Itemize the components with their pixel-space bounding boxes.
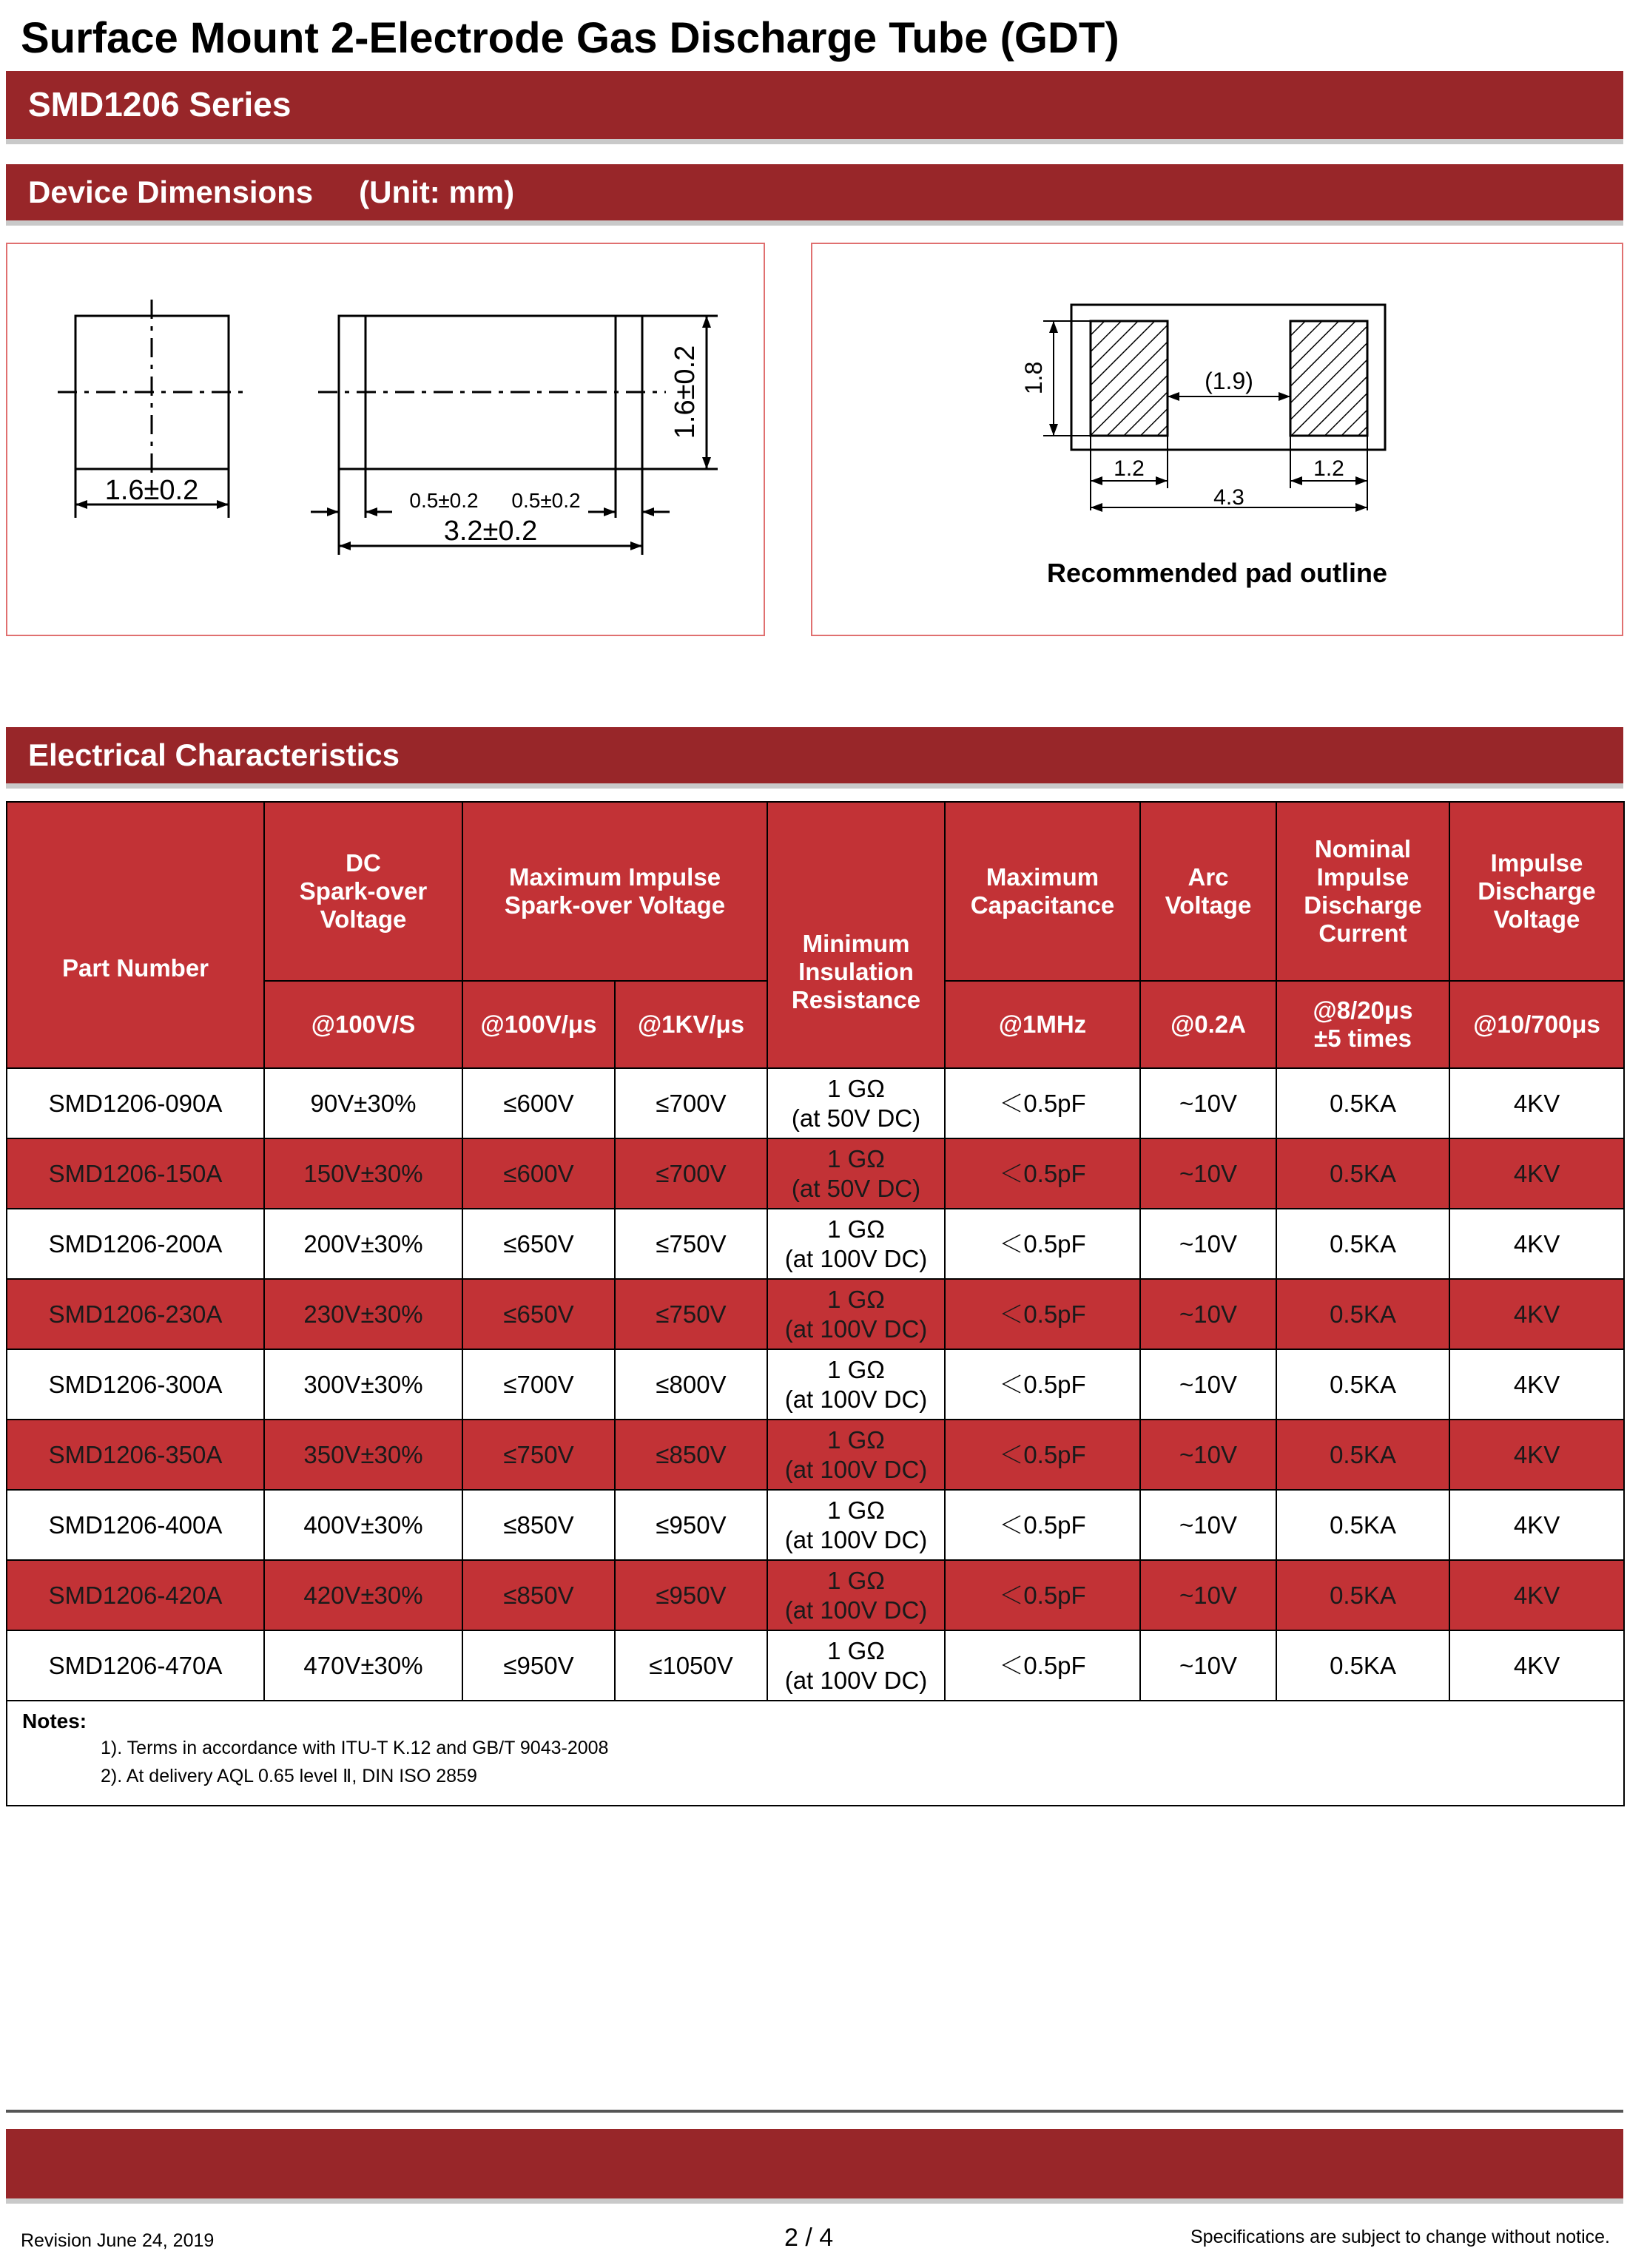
cell-nominal-current: 0.5KA: [1276, 1279, 1449, 1349]
cell-impulse-discharge: 4KV: [1449, 1279, 1624, 1349]
cell-part-number: SMD1206-090A: [7, 1068, 264, 1138]
cell-text-line: 1 GΩ: [827, 1355, 885, 1383]
cell-impulse-discharge: 4KV: [1449, 1209, 1624, 1279]
cell-impulse-100v: ≤700V: [462, 1349, 615, 1420]
cell-impulse-discharge: 4KV: [1449, 1560, 1624, 1630]
cell-dc-sparkover: 470V±30%: [264, 1630, 462, 1701]
cell-arc-voltage: ~10V: [1140, 1560, 1276, 1630]
cell-impulse-1kv: ≤750V: [615, 1279, 767, 1349]
subheader-impulse-100v: @100V/μs: [462, 981, 615, 1068]
table-row: [7, 1420, 1624, 1490]
cell-capacitance: ＜0.5pF: [945, 1560, 1140, 1630]
header-text-line: Arc: [1188, 863, 1229, 891]
cell-arc-voltage: ~10V: [1140, 1209, 1276, 1279]
header-text-line: Impulse: [1316, 863, 1409, 891]
header-text-line: Maximum Impulse: [508, 863, 721, 891]
header-text-line: Maximum: [986, 863, 1099, 891]
cell-part-number: SMD1206-350A: [7, 1420, 264, 1490]
cell-capacitance: ＜0.5pF: [945, 1420, 1140, 1490]
length-label: 3.2±0.2: [443, 516, 538, 547]
cell-impulse-100v: ≤650V: [462, 1209, 615, 1279]
cell-impulse-1kv: ≤700V: [615, 1068, 767, 1138]
cell-impulse-1kv: ≤750V: [615, 1209, 767, 1279]
pad-height-label: 1.8: [1020, 361, 1047, 395]
cell-nominal-current: 0.5KA: [1276, 1209, 1449, 1279]
cell-impulse-100v: ≤600V: [462, 1138, 615, 1209]
cell-impulse-discharge: 4KV: [1449, 1068, 1624, 1138]
cell-text-line: (at 100V DC): [784, 1666, 928, 1694]
subheader-arc: @0.2A: [1140, 981, 1276, 1068]
cell-impulse-discharge: 4KV: [1449, 1349, 1624, 1420]
subheader-impulse-1kv: @1KV/μs: [615, 981, 767, 1068]
table-body: [7, 1068, 1624, 1701]
cell-impulse-discharge: 4KV: [1449, 1420, 1624, 1490]
notes-title: Notes:: [22, 1710, 87, 1732]
cell-impulse-100v: ≤750V: [462, 1420, 615, 1490]
cell-capacitance: ＜0.5pF: [945, 1209, 1140, 1279]
subheader-dc: @100V/S: [264, 981, 462, 1068]
header-text-line: Insulation: [798, 958, 914, 985]
cell-arc-voltage: ~10V: [1140, 1420, 1276, 1490]
notes-block: [7, 1701, 1624, 1806]
header-text-line: Spark-over: [299, 877, 428, 905]
table-row: [7, 1209, 1624, 1279]
width-label: 1.6±0.2: [104, 475, 199, 506]
disclaimer: Specifications are subject to change without notice.: [1190, 2227, 1610, 2247]
cell-insulation: [767, 1420, 945, 1490]
cell-dc-sparkover: 420V±30%: [264, 1560, 462, 1630]
cell-impulse-1kv: ≤850V: [615, 1420, 767, 1490]
device-outline-svg: [7, 244, 767, 638]
revision-date: Revision June 24, 2019: [21, 2230, 215, 2251]
cell-text-line: (at 100V DC): [784, 1596, 928, 1624]
cell-arc-voltage: ~10V: [1140, 1349, 1276, 1420]
cell-text-line: (at 100V DC): [784, 1385, 928, 1413]
device-dimension-drawing: [6, 243, 765, 636]
header-text-line: Discharge: [1304, 891, 1422, 919]
cell-part-number: SMD1206-400A: [7, 1490, 264, 1560]
cell-impulse-100v: ≤650V: [462, 1279, 615, 1349]
table-row: [7, 1349, 1624, 1420]
cell-arc-voltage: ~10V: [1140, 1490, 1276, 1560]
cell-insulation: [767, 1490, 945, 1560]
cell-text-line: 1 GΩ: [827, 1074, 885, 1102]
cell-dc-sparkover: 200V±30%: [264, 1209, 462, 1279]
cell-part-number: SMD1206-150A: [7, 1138, 264, 1209]
cell-text-line: (at 50V DC): [791, 1174, 921, 1202]
cell-text-line: 1 GΩ: [827, 1144, 885, 1172]
cell-impulse-1kv: ≤800V: [615, 1349, 767, 1420]
cell-text-line: (at 50V DC): [791, 1104, 921, 1132]
cell-insulation: [767, 1068, 945, 1138]
pad-gap-label: (1.9): [1205, 368, 1253, 394]
header-text-line: Nominal: [1314, 835, 1412, 863]
header-arc-voltage: [1140, 802, 1276, 981]
series-banner: SMD1206 Series: [6, 71, 1623, 139]
header-part-number: Part Number: [7, 802, 264, 1068]
cell-insulation: [767, 1279, 945, 1349]
cell-impulse-discharge: 4KV: [1449, 1138, 1624, 1209]
pad-caption: Recommended pad outline: [1046, 558, 1388, 588]
dimensions-unit: (Unit: mm): [359, 175, 515, 209]
cell-insulation: [767, 1209, 945, 1279]
cell-text-line: (at 100V DC): [784, 1525, 928, 1553]
table-row: [7, 1068, 1624, 1138]
pad-total-label: 4.3: [1213, 485, 1244, 510]
cell-text-line: 1 GΩ: [827, 1566, 885, 1594]
cell-capacitance: ＜0.5pF: [945, 1630, 1140, 1701]
cell-text-line: 1 GΩ: [827, 1215, 885, 1243]
cell-nominal-current: 0.5KA: [1276, 1420, 1449, 1490]
cell-arc-voltage: ~10V: [1140, 1138, 1276, 1209]
cell-impulse-100v: ≤850V: [462, 1560, 615, 1630]
cell-nominal-current: 0.5KA: [1276, 1138, 1449, 1209]
cell-insulation: [767, 1349, 945, 1420]
note-item: 2). At delivery AQL 0.65 level Ⅱ, DIN ISO 2859: [101, 1766, 477, 1786]
page-number: 2 / 4: [784, 2224, 834, 2252]
cell-part-number: SMD1206-300A: [7, 1349, 264, 1420]
cell-nominal-current: 0.5KA: [1276, 1630, 1449, 1701]
cell-insulation: [767, 1560, 945, 1630]
pad-left-width-label: 1.2: [1114, 456, 1145, 481]
cell-capacitance: ＜0.5pF: [945, 1068, 1140, 1138]
cell-text-line: (at 100V DC): [784, 1244, 928, 1272]
subheader-nominal: [1276, 981, 1449, 1068]
cell-impulse-1kv: ≤950V: [615, 1560, 767, 1630]
pad-right-width-label: 1.2: [1313, 456, 1344, 481]
note-item: 1). Terms in accordance with ITU-T K.12 and GB/T 9043-2008: [101, 1738, 609, 1758]
header-nominal-impulse-current: [1276, 802, 1449, 981]
cell-impulse-1kv: ≤950V: [615, 1490, 767, 1560]
cell-dc-sparkover: 300V±30%: [264, 1349, 462, 1420]
cell-arc-voltage: ~10V: [1140, 1068, 1276, 1138]
header-text-line: Current: [1318, 919, 1407, 947]
cell-dc-sparkover: 400V±30%: [264, 1490, 462, 1560]
footer-banner: [6, 2129, 1623, 2198]
header-max-impulse-sparkover: [462, 802, 767, 981]
table-row: [7, 1630, 1624, 1701]
cap-left-label: 0.5±0.2: [409, 489, 479, 512]
dimensions-heading: Device Dimensions: [28, 175, 314, 209]
cell-capacitance: ＜0.5pF: [945, 1490, 1140, 1560]
header-text-line: Voltage: [1493, 905, 1580, 933]
table-row: [7, 1279, 1624, 1349]
cell-capacitance: ＜0.5pF: [945, 1349, 1140, 1420]
cell-arc-voltage: ~10V: [1140, 1279, 1276, 1349]
cell-capacitance: ＜0.5pF: [945, 1279, 1140, 1349]
cell-part-number: SMD1206-420A: [7, 1560, 264, 1630]
header-min-insulation-resistance: [767, 802, 945, 1068]
left-pad: [1091, 321, 1168, 436]
header-max-capacitance: [945, 802, 1140, 981]
document-title: Surface Mount 2-Electrode Gas Discharge Tube (GDT): [21, 14, 1119, 62]
cell-insulation: [767, 1138, 945, 1209]
electrical-characteristics-table: [6, 801, 1625, 1806]
cell-impulse-1kv: ≤1050V: [615, 1630, 767, 1701]
cell-impulse-discharge: 4KV: [1449, 1630, 1624, 1701]
cell-nominal-current: 0.5KA: [1276, 1560, 1449, 1630]
cell-dc-sparkover: 350V±30%: [264, 1420, 462, 1490]
pad-outline-drawing: [811, 243, 1623, 636]
subheader-capacitance: @1MHz: [945, 981, 1140, 1068]
cell-nominal-current: 0.5KA: [1276, 1068, 1449, 1138]
cap-right-label: 0.5±0.2: [511, 489, 581, 512]
cell-text-line: 1 GΩ: [827, 1425, 885, 1454]
header-text-line: Impulse: [1490, 849, 1583, 877]
cell-impulse-discharge: 4KV: [1449, 1490, 1624, 1560]
header-text-line: Voltage: [320, 905, 407, 933]
right-pad: [1290, 321, 1367, 436]
height-label: 1.6±0.2: [670, 345, 701, 439]
header-dc-sparkover: [264, 802, 462, 981]
cell-part-number: SMD1206-470A: [7, 1630, 264, 1701]
cell-capacitance: ＜0.5pF: [945, 1138, 1140, 1209]
header-text-line: Capacitance: [970, 891, 1115, 919]
cell-text-line: (at 100V DC): [784, 1314, 928, 1343]
cell-part-number: SMD1206-200A: [7, 1209, 264, 1279]
subheader-impulse-discharge: @10/700μs: [1449, 981, 1624, 1068]
table-row: [7, 1138, 1624, 1209]
cell-impulse-100v: ≤600V: [462, 1068, 615, 1138]
cell-text-line: (at 100V DC): [784, 1455, 928, 1483]
footer-divider: [6, 2110, 1623, 2113]
table-row: [7, 1490, 1624, 1560]
electrical-section-header: Electrical Characteristics: [6, 727, 1623, 783]
cell-dc-sparkover: 150V±30%: [264, 1138, 462, 1209]
table-row: [7, 1560, 1624, 1630]
header-text-line: Spark-over Voltage: [504, 891, 726, 919]
cell-impulse-1kv: ≤700V: [615, 1138, 767, 1209]
header-text-line: DC: [346, 849, 381, 877]
header-impulse-discharge-voltage: [1449, 802, 1624, 981]
cell-nominal-current: 0.5KA: [1276, 1349, 1449, 1420]
cell-impulse-100v: ≤950V: [462, 1630, 615, 1701]
header-text-line: Discharge: [1478, 877, 1596, 905]
cell-part-number: SMD1206-230A: [7, 1279, 264, 1349]
cell-dc-sparkover: 230V±30%: [264, 1279, 462, 1349]
header-text-line: Voltage: [1165, 891, 1252, 919]
cell-text-line: 1 GΩ: [827, 1636, 885, 1664]
cell-dc-sparkover: 90V±30%: [264, 1068, 462, 1138]
header-text-line: Resistance: [791, 986, 921, 1013]
cell-nominal-current: 0.5KA: [1276, 1490, 1449, 1560]
cell-insulation: [767, 1630, 945, 1701]
cell-impulse-100v: ≤850V: [462, 1490, 615, 1560]
header-text-line: Minimum: [802, 930, 910, 957]
header-text-line: ±5 times: [1314, 1025, 1412, 1052]
dimensions-section-header: [6, 164, 1623, 220]
header-text-line: @8/20μs: [1313, 996, 1413, 1024]
cell-text-line: 1 GΩ: [827, 1285, 885, 1313]
cell-text-line: 1 GΩ: [827, 1496, 885, 1524]
cell-arc-voltage: ~10V: [1140, 1630, 1276, 1701]
